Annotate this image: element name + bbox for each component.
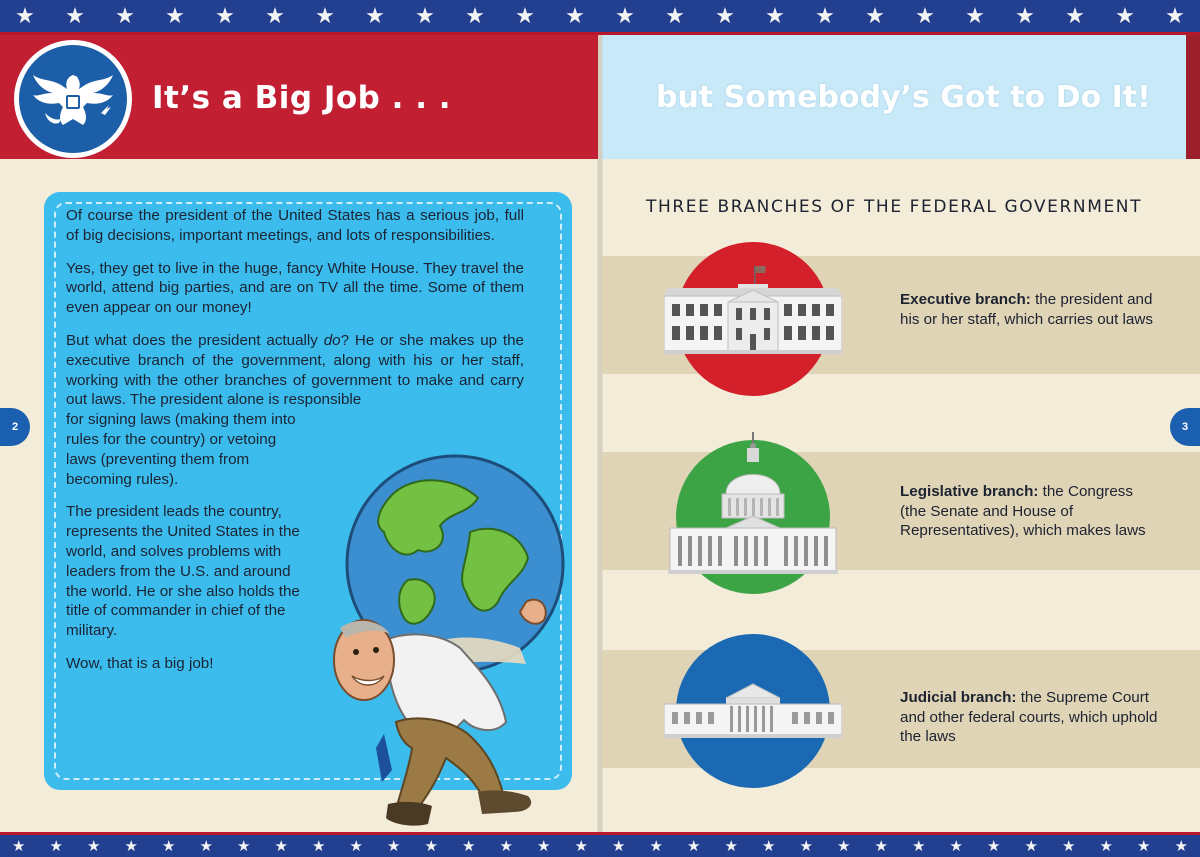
branch-detail: the Congress (the Senate and House of Representatives), which makes laws bbox=[900, 483, 1146, 539]
star-icon: ★ bbox=[949, 837, 963, 855]
star-icon: ★ bbox=[65, 3, 85, 29]
star-icon: ★ bbox=[237, 837, 251, 855]
italic-emphasis: do bbox=[323, 331, 341, 349]
star-icon: ★ bbox=[837, 837, 851, 855]
star-icon: ★ bbox=[274, 837, 288, 855]
star-icon: ★ bbox=[12, 837, 26, 855]
article-paragraph: The president leads the country, represents the United States in the world, and solves problems with leaders from the U.S. and around the world. He or she also holds the title of commander in chief of the military. bbox=[66, 503, 300, 640]
branch-name: Legislative branch: bbox=[900, 483, 1039, 500]
star-icon: ★ bbox=[1137, 837, 1151, 855]
star-icon: ★ bbox=[912, 837, 926, 855]
star-icon: ★ bbox=[874, 837, 888, 855]
star-icon: ★ bbox=[315, 3, 335, 29]
star-icon: ★ bbox=[387, 837, 401, 855]
star-icon: ★ bbox=[1174, 837, 1188, 855]
capitol-building-icon bbox=[664, 432, 842, 592]
eagle-icon bbox=[19, 45, 127, 153]
star-icon: ★ bbox=[815, 3, 835, 29]
branch-detail: the president and his or her staff, which carries out laws bbox=[900, 291, 1153, 328]
star-row bbox=[0, 0, 1200, 32]
edge-strip bbox=[1186, 35, 1200, 159]
star-icon: ★ bbox=[724, 837, 738, 855]
presidential-seal bbox=[14, 40, 132, 158]
article-paragraph: Of course the president of the United States has a serious job, full of big decisions, important meetings, and lots of responsibilities. bbox=[66, 207, 524, 244]
branch-name: Judicial branch: bbox=[900, 689, 1017, 706]
star-icon: ★ bbox=[1065, 3, 1085, 29]
star-icon: ★ bbox=[124, 837, 138, 855]
star-icon: ★ bbox=[365, 3, 385, 29]
star-icon: ★ bbox=[162, 837, 176, 855]
star-icon: ★ bbox=[665, 3, 685, 29]
branches-heading: THREE BRANCHES OF THE FEDERAL GOVERNMENT bbox=[646, 197, 1143, 217]
paragraph-text: ? He or she makes up the executive branch of the government, along with his or her staff, working with the other branches of government to make and carry out laws. The president alone is responsible bbox=[66, 331, 524, 409]
star-icon: ★ bbox=[915, 3, 935, 29]
star-row bbox=[0, 835, 1200, 857]
star-icon: ★ bbox=[1099, 837, 1113, 855]
branch-description-judicial bbox=[900, 688, 1160, 747]
star-icon: ★ bbox=[799, 837, 813, 855]
star-icon: ★ bbox=[687, 837, 701, 855]
star-icon: ★ bbox=[515, 3, 535, 29]
star-icon: ★ bbox=[615, 3, 635, 29]
page-number-right: 3 bbox=[1170, 408, 1200, 446]
article-paragraph: Yes, they get to live in the huge, fancy White House. They travel the world, attend big parties, and are on TV all the time. Some of them even appear on our money! bbox=[66, 259, 524, 317]
star-icon: ★ bbox=[199, 837, 213, 855]
bottom-star-border bbox=[0, 832, 1200, 857]
star-icon: ★ bbox=[15, 3, 35, 29]
white-house-icon bbox=[664, 262, 842, 362]
star-icon: ★ bbox=[1024, 837, 1038, 855]
president-carrying-globe-illustration bbox=[300, 452, 590, 834]
star-icon: ★ bbox=[715, 3, 735, 29]
top-star-border bbox=[0, 0, 1200, 35]
star-icon: ★ bbox=[265, 3, 285, 29]
page-title-right: but Somebody’s Got to Do It! bbox=[656, 80, 1151, 115]
star-icon: ★ bbox=[1015, 3, 1035, 29]
branch-detail: the Supreme Court and other federal courts, which uphold the laws bbox=[900, 689, 1158, 745]
star-icon: ★ bbox=[312, 837, 326, 855]
star-icon: ★ bbox=[465, 3, 485, 29]
star-icon: ★ bbox=[965, 3, 985, 29]
star-icon: ★ bbox=[765, 3, 785, 29]
star-icon: ★ bbox=[499, 837, 513, 855]
star-icon: ★ bbox=[865, 3, 885, 29]
branch-description-executive bbox=[900, 290, 1160, 329]
star-icon: ★ bbox=[165, 3, 185, 29]
star-icon: ★ bbox=[762, 837, 776, 855]
star-icon: ★ bbox=[649, 837, 663, 855]
star-icon: ★ bbox=[1165, 3, 1185, 29]
article-paragraph: Wow, that is a big job! bbox=[66, 654, 214, 672]
article-paragraph: for signing laws (making them into rules for the country) or vetoing laws (preventing them from becoming rules). bbox=[66, 411, 296, 488]
star-icon: ★ bbox=[462, 837, 476, 855]
star-icon: ★ bbox=[1115, 3, 1135, 29]
page-number-left: 2 bbox=[0, 408, 30, 446]
article-paragraph bbox=[66, 331, 524, 410]
star-icon: ★ bbox=[115, 3, 135, 29]
star-icon: ★ bbox=[87, 837, 101, 855]
star-icon: ★ bbox=[987, 837, 1001, 855]
star-icon: ★ bbox=[424, 837, 438, 855]
supreme-court-icon bbox=[664, 680, 842, 744]
star-icon: ★ bbox=[349, 837, 363, 855]
page-title-left: It’s a Big Job . . . bbox=[152, 80, 452, 116]
star-icon: ★ bbox=[612, 837, 626, 855]
star-icon: ★ bbox=[537, 837, 551, 855]
star-icon: ★ bbox=[565, 3, 585, 29]
branch-description-legislative bbox=[900, 482, 1160, 541]
paragraph-text: But what does the president actually bbox=[66, 331, 324, 349]
star-icon: ★ bbox=[1062, 837, 1076, 855]
star-icon: ★ bbox=[415, 3, 435, 29]
star-icon: ★ bbox=[215, 3, 235, 29]
branch-name: Executive branch: bbox=[900, 291, 1031, 308]
star-icon: ★ bbox=[574, 837, 588, 855]
star-icon: ★ bbox=[49, 837, 63, 855]
